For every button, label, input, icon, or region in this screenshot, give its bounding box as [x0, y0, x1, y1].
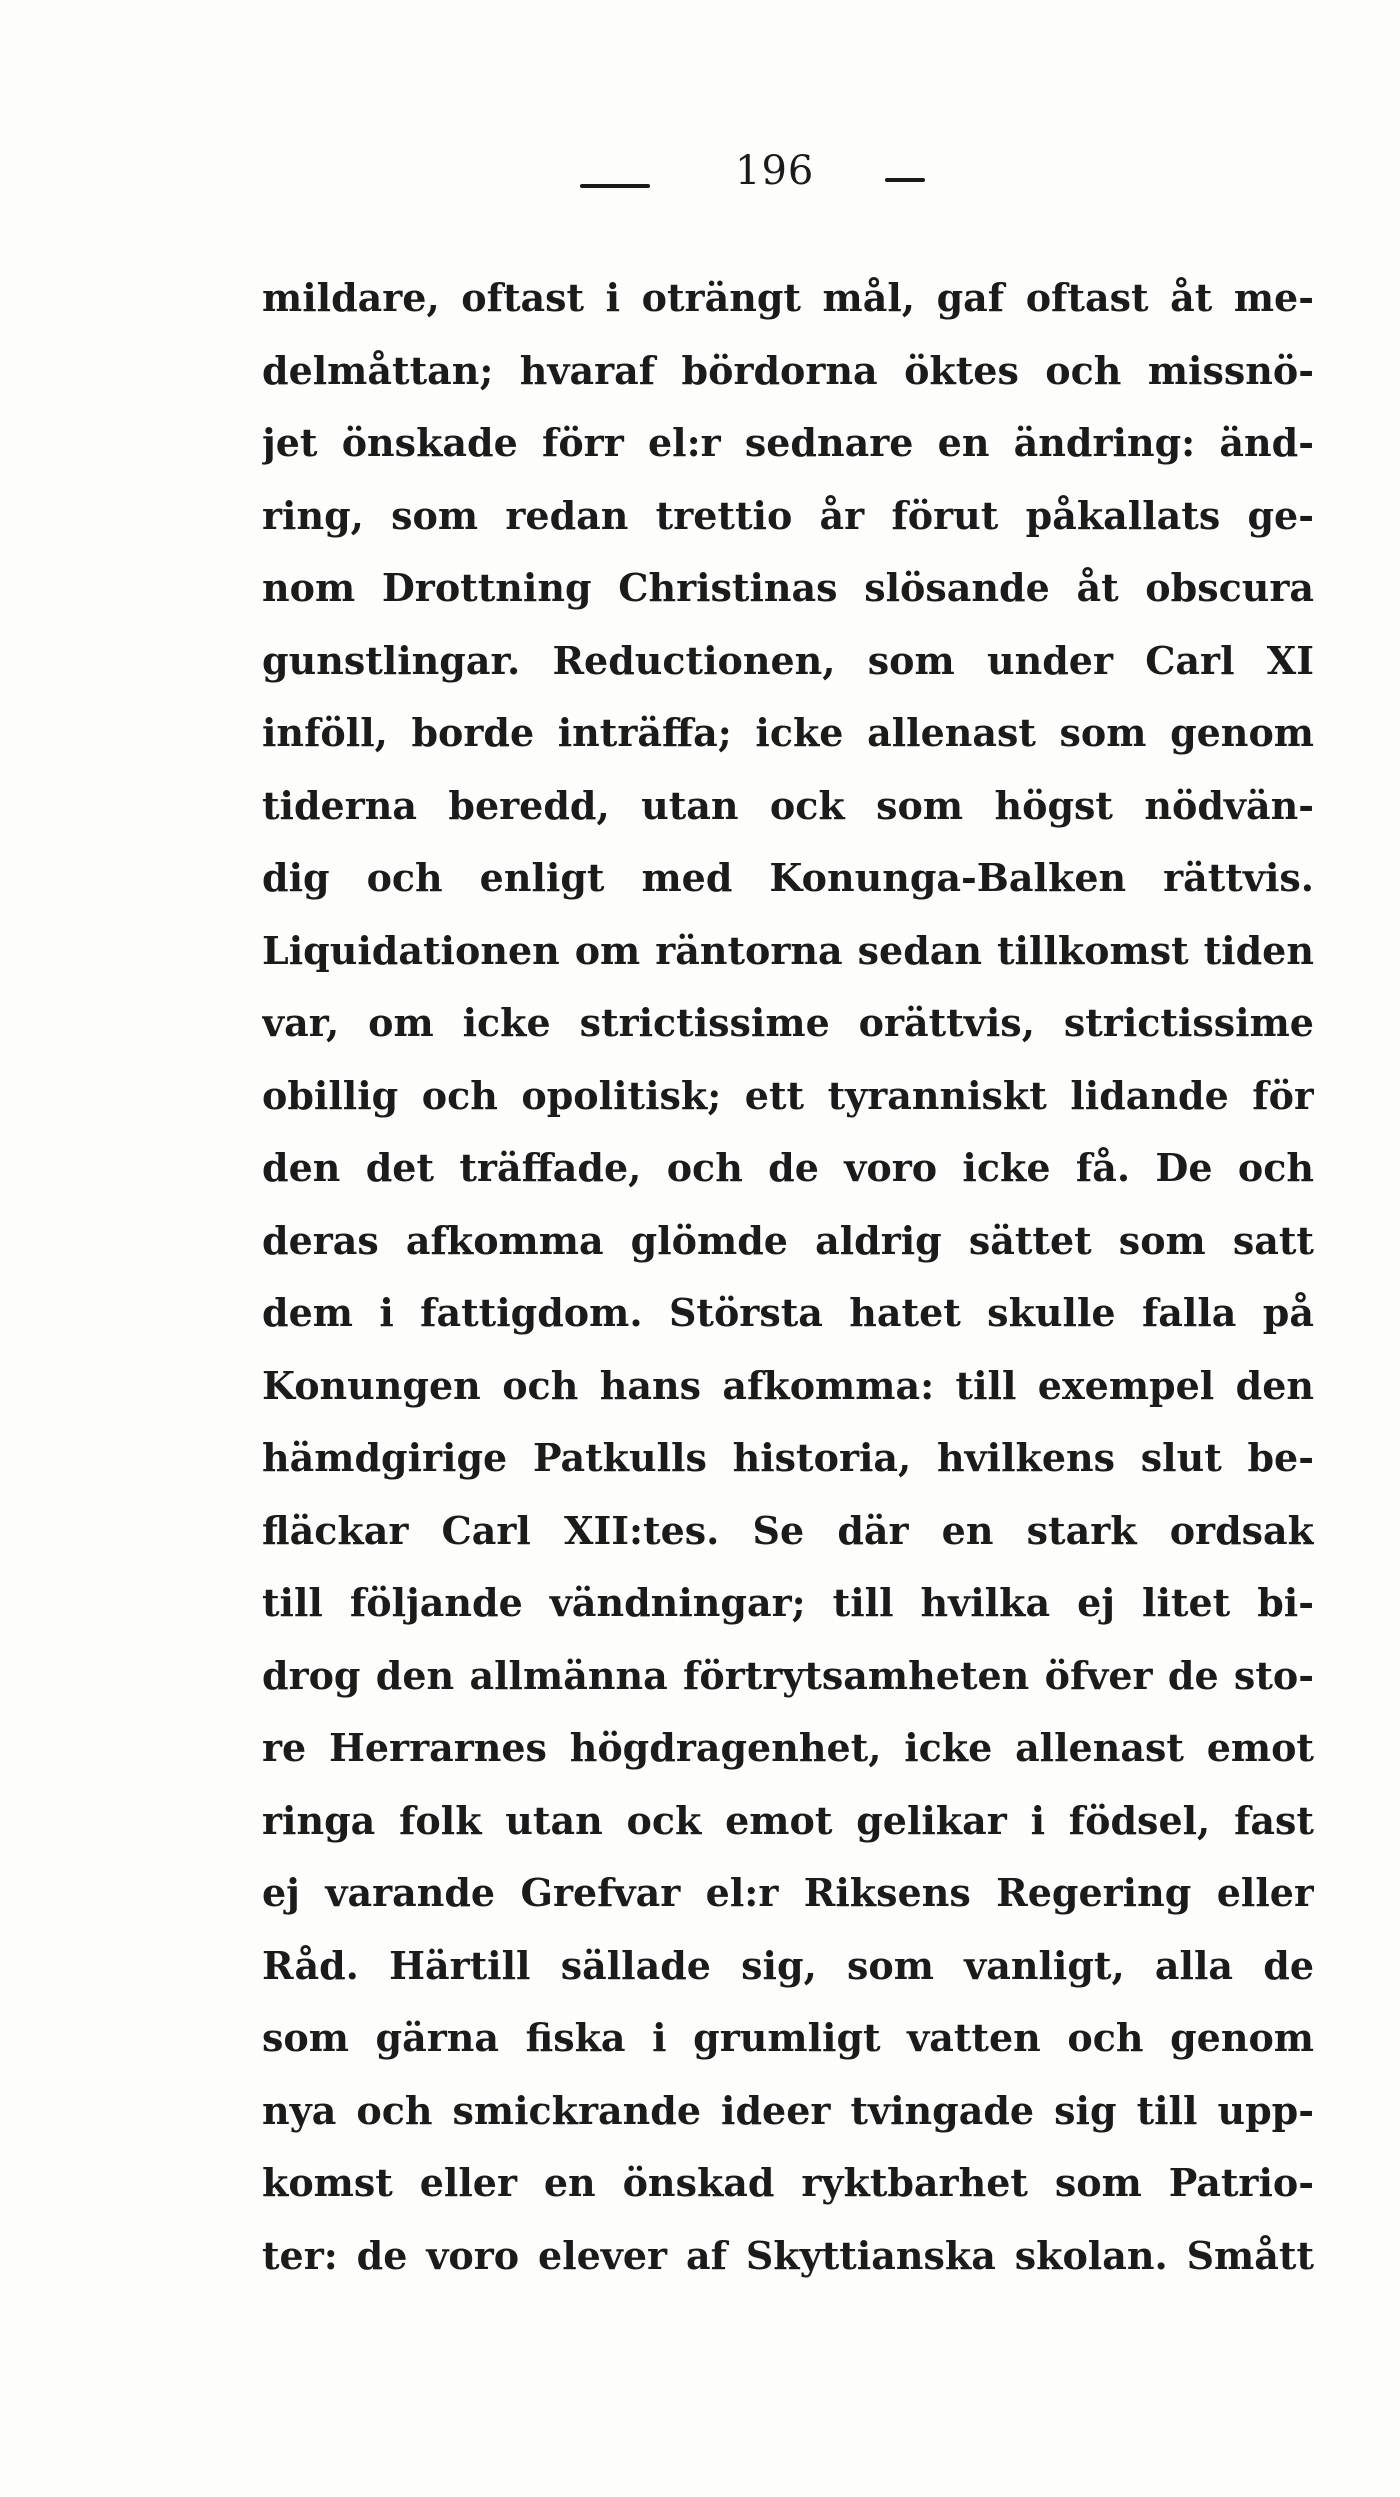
body-text: [262, 262, 1314, 2292]
text-line: till följande vändningar; till hvilka ej litet bi-: [262, 1580, 1314, 1625]
text-line: deras afkomma glömde aldrig sättet som satt: [262, 1217, 1314, 1263]
text-line: Liquidationen om räntorna sedan tillkomst tiden: [262, 927, 1314, 973]
text-line: drog den allmänna förtrytsamheten öfver de sto-: [262, 1652, 1314, 1698]
text-line: re Herrarnes högdragenhet, icke allenast emot: [262, 1725, 1314, 1770]
text-line: dem i fattigdom. Största hatet skulle falla på: [262, 1290, 1314, 1335]
text-line: Råd. Härtill sällade sig, som vanligt, alla de: [262, 1942, 1314, 1988]
text-line: dig och enligt med Konunga-Balken rättvis.: [262, 855, 1314, 900]
text-line: hämdgirige Patkulls historia, hvilkens slut be-: [262, 1435, 1314, 1480]
text-line: ter: de voro elever af Skyttianska skolan. Smått: [262, 2232, 1314, 2278]
text-line: komst eller en önskad ryktbarhet som Patrio-: [262, 2160, 1314, 2205]
right-dash-ornament: [885, 178, 925, 182]
text-line: ringa folk utan ock emot gelikar i födsel, fast: [262, 1797, 1314, 1843]
text-line: inföll, borde inträffa; icke allenast som genom: [262, 710, 1314, 755]
text-line: nya och smickrande ideer tvingade sig till upp-: [262, 2087, 1314, 2133]
page-number: 196: [735, 148, 815, 194]
text-line: var, om icke strictissime orättvis, strictissime: [262, 1000, 1314, 1045]
left-dash-ornament: [580, 184, 650, 188]
text-line: obillig och opolitisk; ett tyranniskt lidande för: [262, 1072, 1314, 1118]
text-line: ej varande Grefvar el:r Riksens Regering eller: [262, 1870, 1314, 1915]
text-line: ring, som redan trettio år förut påkallats ge-: [262, 492, 1314, 538]
text-line: gunstlingar. Reductionen, som under Carl XI: [262, 637, 1314, 683]
text-line: delmåttan; hvaraf bördorna öktes och missnö-: [262, 347, 1314, 393]
running-head: [560, 148, 980, 208]
text-line: nom Drottning Christinas slösande åt obscura: [262, 565, 1314, 610]
text-line: jet önskade förr el:r sednare en ändring: änd-: [262, 420, 1314, 465]
text-line: mildare, oftast i oträngt mål, gaf oftast åt me-: [262, 275, 1314, 320]
text-line: tiderna beredd, utan ock som högst nödvän-: [262, 782, 1314, 828]
text-line: Konungen och hans afkomma: till exempel den: [262, 1362, 1314, 1408]
text-line: fläckar Carl XII:tes. Se där en stark ordsak: [262, 1507, 1314, 1553]
text-line: som gärna fiska i grumligt vatten och genom: [262, 2015, 1314, 2060]
text-line: den det träffade, och de voro icke få. De och: [262, 1145, 1314, 1190]
